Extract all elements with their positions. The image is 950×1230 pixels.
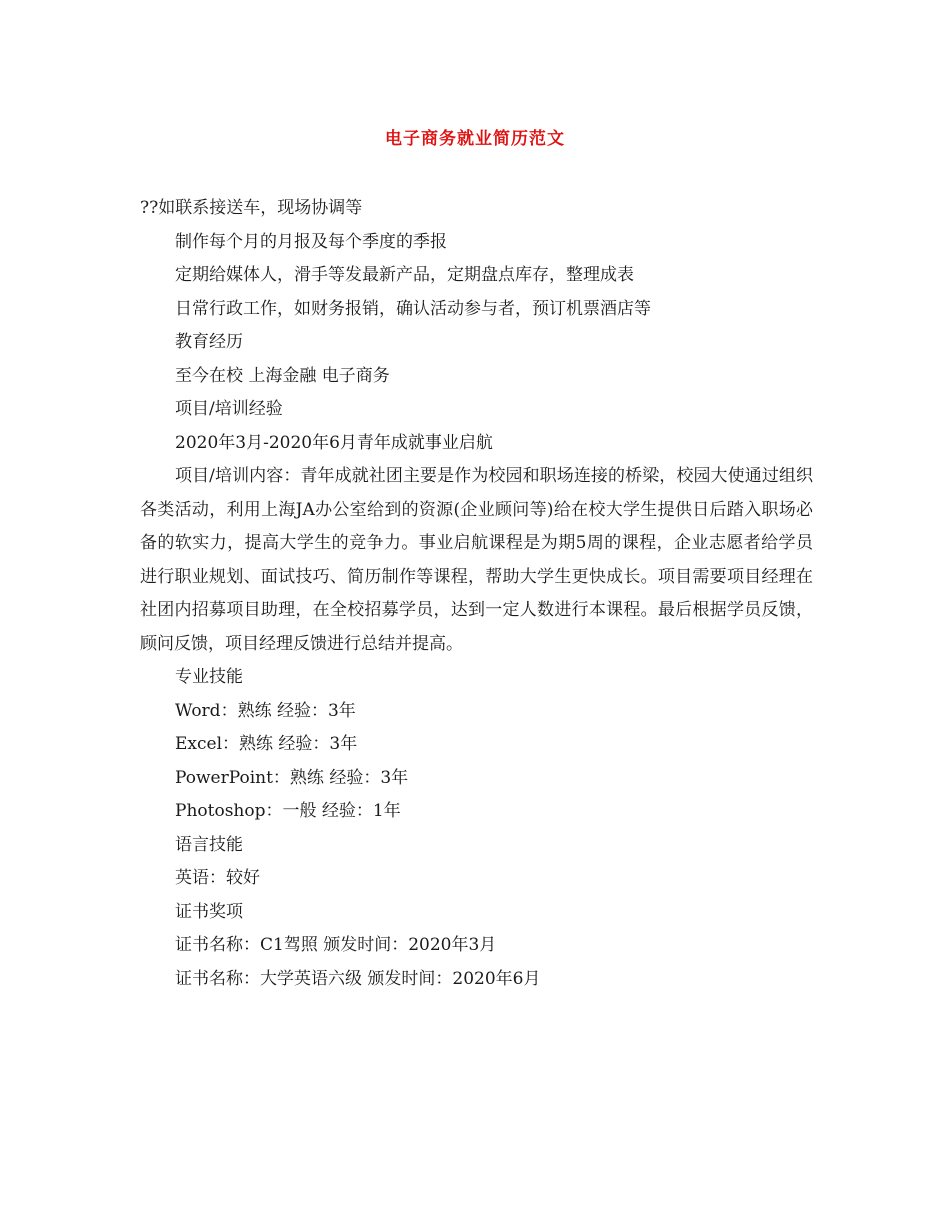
language-english: 英语：较好 — [175, 868, 260, 888]
project-heading: 项目/培训经验 — [175, 399, 283, 419]
language-heading: 语言技能 — [175, 834, 243, 855]
skill-excel: Excel：熟练 经验：3年 — [175, 734, 358, 754]
certificate-driving: 证书名称：C1驾照 颁发时间：2020年3月 — [175, 935, 497, 955]
document-title: 电子商务就业简历范文 — [385, 129, 565, 149]
education-entry: 至今在校 上海金融 电子商务 — [175, 365, 390, 386]
certificates-heading: 证书奖项 — [175, 901, 243, 922]
document-body — [140, 192, 813, 996]
body-line-admin: 日常行政工作，如财务报销，确认活动参与者，预订机票酒店等 — [175, 298, 651, 319]
education-heading: 教育经历 — [175, 332, 243, 352]
body-line-media: 定期给媒体人，滑手等发最新产品，定期盘点库存，整理成表 — [175, 265, 634, 285]
body-line-contact: ??如联系接送车，现场协调等 — [140, 198, 363, 218]
project-period: 2020年3月-2020年6月青年成就事业启航 — [175, 432, 493, 453]
skill-powerpoint: PowerPoint：熟练 经验：3年 — [175, 767, 409, 788]
skill-word: Word：熟练 经验：3年 — [175, 700, 356, 721]
project-description: 项目/培训内容：青年成就社团主要是作为校园和职场连接的桥梁，校园大使通过组织各类活动，利用上海JA办公室给到的资源(企业顾问等)给在校大学生提供日后踏入职场必备的软实力，提高大学生的竞争力。事业启航课程是为期5周的课程，企业志愿者给学员进行职业规划、面试技巧、简历制作等课程，帮助大学生更快成长。项目需要项目经理在社团内招募项目助理，在全校招募学员，达到一定人数进行本课程。最后根据学员反馈，顾问反馈，项目经理反馈进行总结并提高。 — [140, 466, 813, 654]
skill-photoshop: Photoshop：一般 经验：1年 — [175, 801, 401, 821]
body-line-reports: 制作每个月的月报及每个季度的季报 — [175, 231, 447, 252]
skills-heading: 专业技能 — [175, 667, 243, 687]
certificate-cet6: 证书名称：大学英语六级 颁发时间：2020年6月 — [175, 968, 541, 989]
